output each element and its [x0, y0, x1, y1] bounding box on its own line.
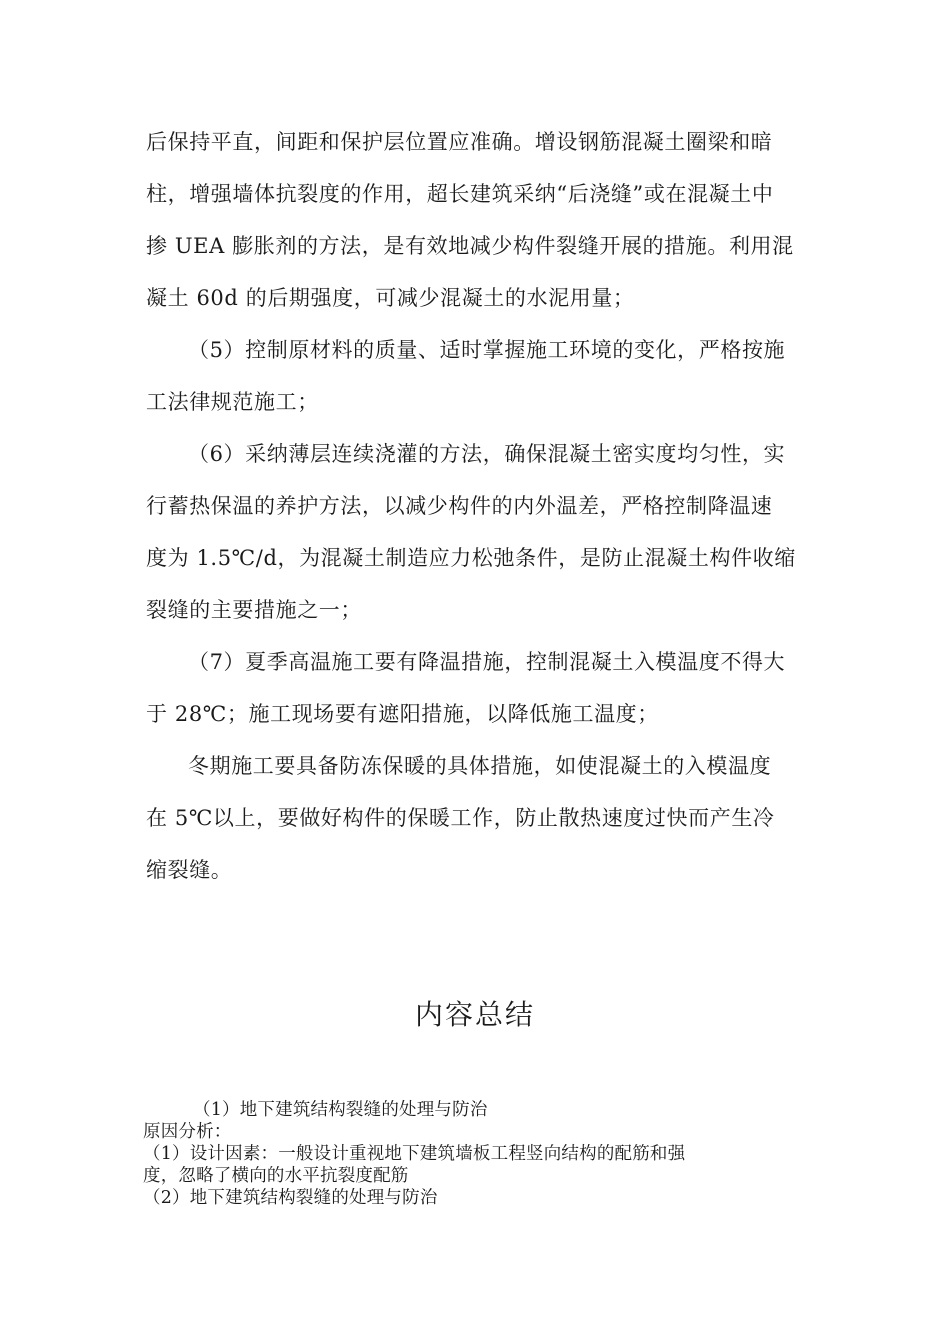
summary-title: 内容总结 — [414, 998, 535, 1031]
text-line: 掺 UEA 膨胀剂的方法，是有效地减少构件裂缝开展的措施。利用混 — [146, 234, 794, 258]
summary-line: （1）设计因素：一般设计重视地下建筑墙板工程竖向结构的配筋和强 — [143, 1144, 686, 1164]
summary-line: 原因分析： — [143, 1122, 232, 1142]
text-line: 冬期施工要具备防冻保暖的具体措施，如使混凝土的入模温度 — [188, 754, 772, 778]
text-line: 行蓄热保温的养护方法，以减少构件的内外温差，严格控制降温速 — [146, 494, 773, 518]
summary-line: 度，忽略了横向的水平抗裂度配筋 — [143, 1166, 409, 1186]
text-line: （6）采纳薄层连续浇灌的方法，确保混凝土密实度均匀性，实 — [188, 442, 786, 466]
text-line: 于 28℃；施工现场要有遮阳措施，以降低施工温度； — [146, 702, 659, 726]
summary-line: （1）地下建筑结构裂缝的处理与防治 — [193, 1100, 488, 1120]
text-line: 缩裂缝。 — [146, 858, 233, 882]
summary-text — [143, 1099, 803, 1209]
text-line: 工法律规范施工； — [146, 390, 319, 414]
body-text — [146, 116, 814, 896]
text-line: （7）夏季高温施工要有降温措施，控制混凝土入模温度不得大 — [188, 650, 786, 674]
text-line: （5）控制原材料的质量、适时掌握施工环境的变化，严格按施 — [188, 338, 786, 362]
text-line: 后保持平直，间距和保护层位置应准确。增设钢筋混凝土圈梁和暗 — [146, 130, 773, 154]
text-line: 在 5℃以上，要做好构件的保暖工作，防止散热速度过快而产生冷 — [146, 806, 775, 830]
text-line: 裂缝的主要措施之一； — [146, 598, 362, 622]
summary-line: （2）地下建筑结构裂缝的处理与防治 — [143, 1188, 438, 1208]
text-line: 度为 1.5℃/d，为混凝土制造应力松弛条件，是防止混凝土构件收缩 — [146, 546, 796, 570]
text-line: 柱，增强墙体抗裂度的作用，超长建筑采纳“后浇缝”或在混凝土中 — [146, 182, 774, 206]
text-line: 凝土 60d 的后期强度，可减少混凝土的水泥用量； — [146, 286, 635, 310]
